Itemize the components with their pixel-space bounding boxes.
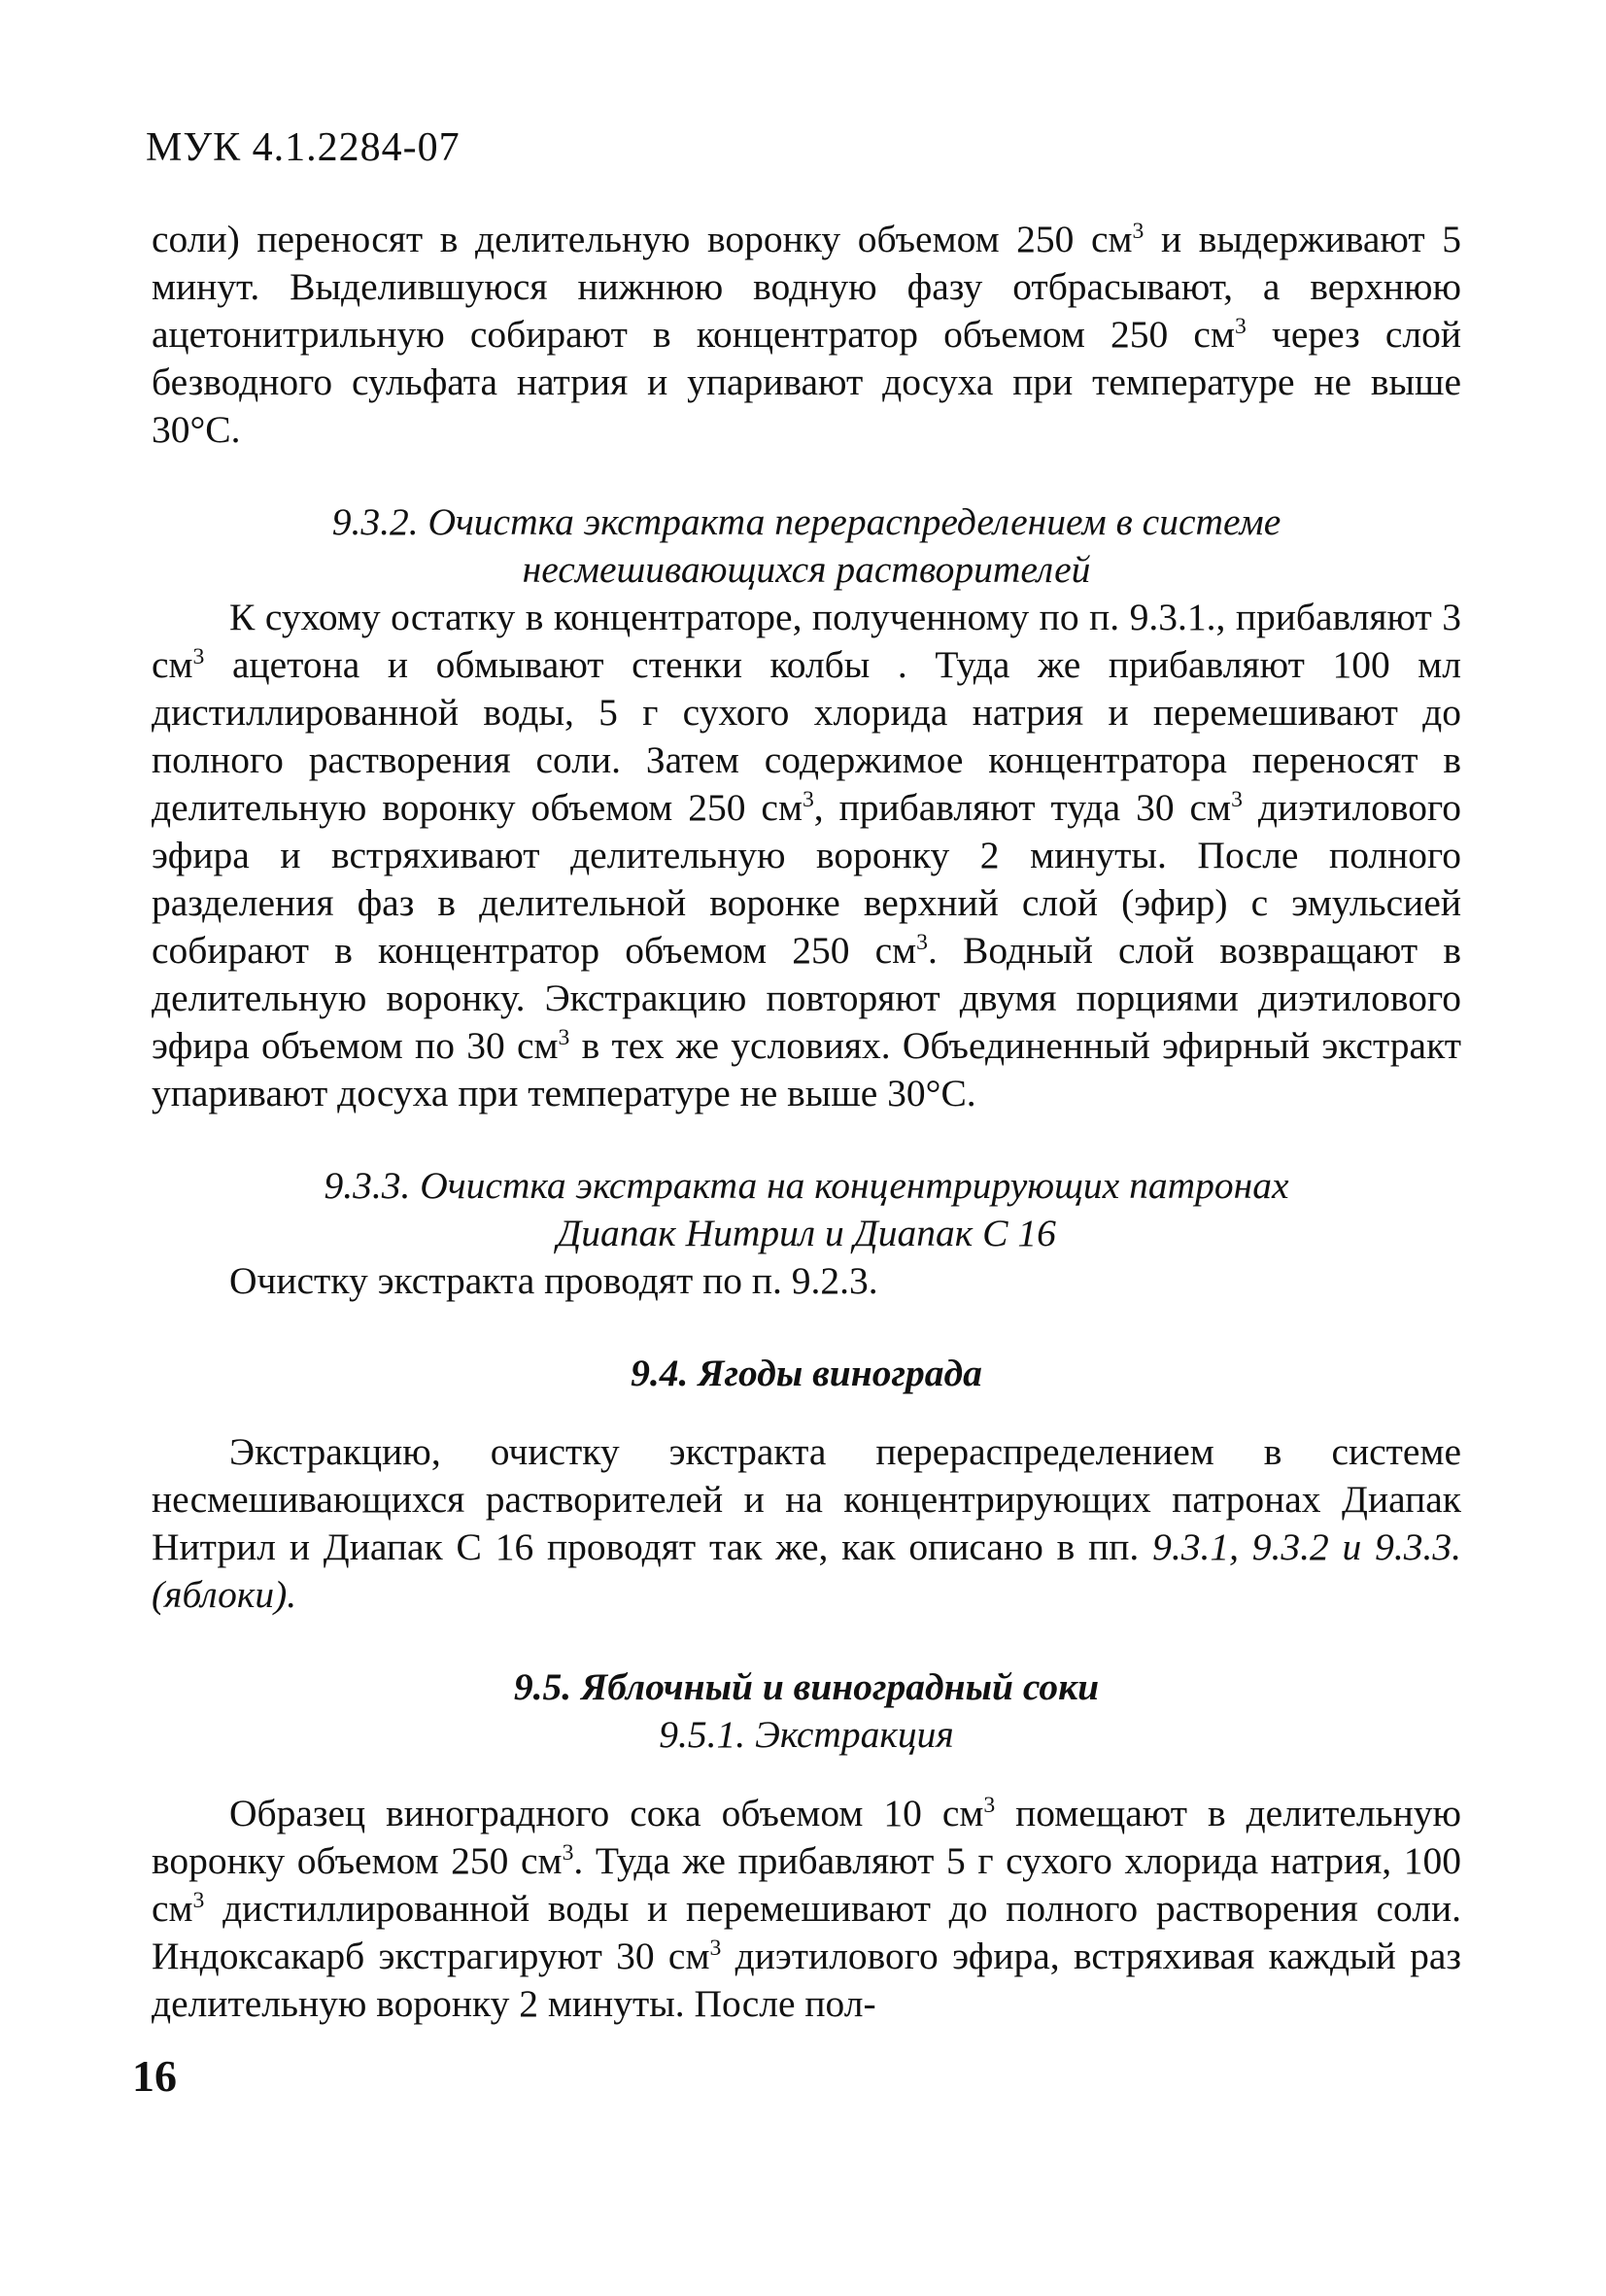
section-heading-9-5: 9.5. Яблочный и виноградный соки [513, 1665, 1100, 1708]
paragraph-9-4 [152, 1428, 1461, 1619]
text-run: , прибавляют туда 30 см [813, 786, 1232, 829]
text-run: соли) переносят в делительную воронку объемом 250 см [152, 218, 1133, 260]
section-heading-9-4: 9.4. Ягоды винограда [631, 1352, 982, 1394]
document-code: МУК 4.1.2284-07 [146, 125, 461, 170]
page-number: 16 [132, 2051, 177, 2101]
superscript: 3 [558, 1024, 570, 1050]
heading-line: 9.3.2. Очистка экстракта перераспределением в системе [331, 500, 1281, 543]
superscript: 3 [1132, 218, 1145, 244]
text-run: . Водный слой возвращают в делительную воронку. Экстракцию повторяют двумя порциями диэтилового эфира объемом по 30 см [152, 929, 1461, 1067]
superscript: 3 [1234, 313, 1247, 339]
text-run: диэтилового эфира, встряхивая каждый раз делительную воронку 2 минуты. После пол- [152, 1935, 1461, 2025]
section-heading-9-3-2 [152, 498, 1461, 594]
superscript: 3 [983, 1792, 996, 1818]
superscript: 3 [562, 1839, 574, 1866]
section-heading-9-3-3 [152, 1162, 1461, 1257]
superscript: 3 [802, 786, 814, 812]
text-run: Экстракцию, очистку экстракта перераспределением в системе несмешивающихся растворителей и на концентрирующих патронах Диапак Нитрил и Диапак С 16 проводят так же, как описано в пп. [152, 1430, 1461, 1568]
text-run: К сухому остатку в концентраторе, полученному по п. 9.3.1., прибавляют 3 см [152, 596, 1461, 686]
text-run-italic: 9.3.1, 9.3.2 и 9.3.3.(яблоки). [152, 1525, 1461, 1616]
paragraph-continuation [152, 216, 1461, 454]
text-run: . Туда же прибавляют 5 г сухого хлорида натрия, 100 см [152, 1839, 1461, 1930]
text-run: Образец виноградного сока объемом 10 см [229, 1792, 984, 1834]
text-run: дистиллированной воды и перемешивают до полного растворения соли. Индоксакарб экстрагируют 30 см [152, 1887, 1461, 1977]
heading-line: Диапак Нитрил и Диапак С 16 [557, 1212, 1056, 1254]
superscript: 3 [916, 929, 928, 955]
paragraph-9-3-2 [152, 594, 1461, 1117]
superscript: 3 [192, 1887, 205, 1913]
text-run: ацетона и обмывают стенки колбы . Туда же прибавляют 100 мл дистиллированной воды, 5 г сухого хлорида натрия и перемешивают до полного растворения соли. Затем содержимое концентратора переносят в делительную воронку объемом 250 см [152, 643, 1461, 829]
page-body [152, 216, 1461, 2028]
superscript: 3 [192, 643, 205, 669]
paragraph-9-5-1 [152, 1790, 1461, 2028]
superscript: 3 [709, 1935, 722, 1961]
text-run: помещают в делительную воронку объемом 250 см [152, 1792, 1461, 1882]
paragraph-9-3-3: Очистку экстракта проводят по п. 9.2.3. [229, 1259, 878, 1302]
heading-line: несмешивающихся растворителей [522, 548, 1091, 591]
superscript: 3 [1231, 786, 1243, 812]
text-run: и выдерживают 5 минут. Выделившуюся нижнюю водную фазу отбрасывают, а верхнюю ацетонитрильную собирают в концентратор объемом 250 см [152, 218, 1461, 356]
text-run: через слой безводного сульфата натрия и упаривают досуха при температуре не выше 30°С. [152, 313, 1461, 451]
text-run: в тех же условиях. Объединенный эфирный экстракт упаривают досуха при температуре не выше 30°С. [152, 1024, 1461, 1114]
text-run: диэтилового эфира и встряхивают делительную воронку 2 минуты. После полного разделения фаз в делительной воронке верхний слой (эфир) с эмульсией собирают в концентратор объемом 250 см [152, 786, 1462, 972]
section-heading-9-5-1: 9.5.1. Экстракция [659, 1713, 954, 1756]
heading-line: 9.3.3. Очистка экстракта на концентрирующих патронах [324, 1164, 1289, 1207]
